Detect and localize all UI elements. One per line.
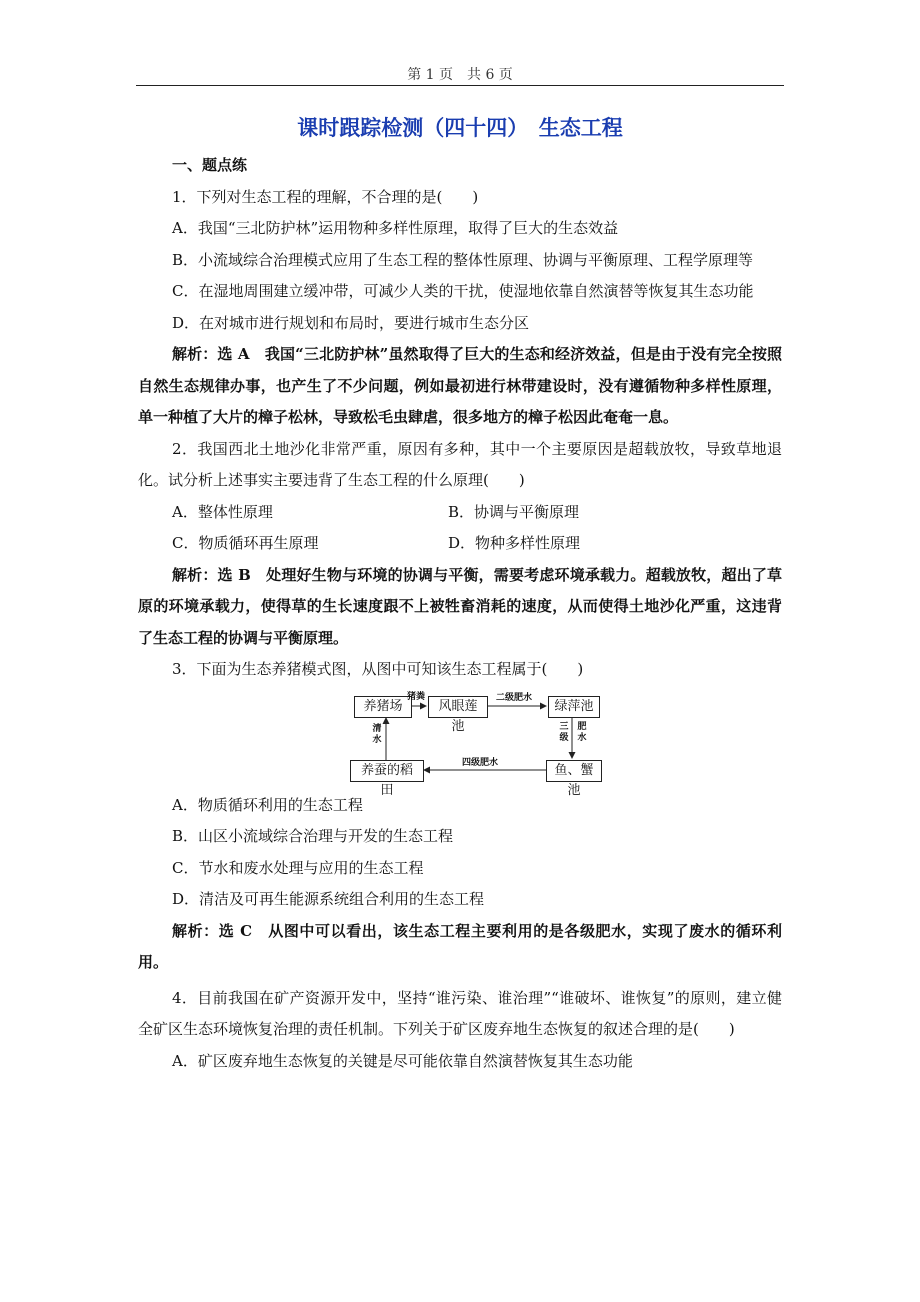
q3-analysis-label: 解析：选 C [172,921,253,940]
label-tertiary: 三级 [559,721,569,743]
q1-stem: 1．下列对生态工程的理解，不合理的是( ) [172,187,479,206]
q4-stem: 4．目前我国在矿产资源开发中，坚持“谁污染、谁治理”“谁破坏、谁恢复”的原则，建立健全矿区生态环境恢复治理的责任机制。下列关于矿区废弃地生态恢复的叙述合理的是( ) [138,988,782,1038]
q2-analysis-text: 处理好生物与环境的协调与平衡，需要考虑环境承载力。超载放牧，超出了草原的环境承载力，使得草的生长速度跟不上被牲畜消耗的速度，从而使得土地沙化严重，这违背了生态工程的协调与平衡原理。 [138,565,782,647]
q2-stem: 2．我国西北土地沙化非常严重，原因有多种，其中一个主要原因是超载放牧，导致草地退化。试分析上述事实主要违背了生态工程的什么原理( ) [138,439,782,489]
q2-option-c: C．物质循环再生原理 [172,534,319,552]
q1-option-d: D．在对城市进行规划和布局时，要进行城市生态分区 [172,313,530,332]
q3-analysis-text: 从图中可以看出，该生态工程主要利用的是各级肥水，实现了废水的循环利用。 [138,921,782,971]
q2-analysis-label: 解析：选 B [172,565,251,584]
q2-options-row-1 [172,497,782,529]
label-pig-manure: 猪粪 [407,691,426,702]
q1-option-c: C．在湿地周围建立缓冲带，可减少人类的干扰，使湿地依靠自然演替等恢复其生态功能 [172,282,754,300]
q3-option-b: B．山区小流域综合治理与开发的生态工程 [172,827,454,845]
q2-option-a: A．整体性原理 [172,502,273,521]
q2-option-b: B．协调与平衡原理 [448,502,580,521]
q3-option-a: A．物质循环利用的生态工程 [172,795,363,814]
q1-option-a: A．我国“三北防护林”运用物种多样性原理，取得了巨大的生态效益 [172,219,619,237]
q3-option-d: D．清洁及可再生能源系统组合利用的生态工程 [172,890,485,908]
q3-analysis [138,916,782,979]
q3-option-c: C．节水和废水处理与应用的生态工程 [172,858,424,877]
box-pig-farm: 养猪场 [354,696,412,718]
page-title: 课时跟踪检测（四十四） 生态工程 [297,116,623,140]
q2-option-d: D．物种多样性原理 [448,534,581,552]
section-heading: 一、题点练 [172,156,248,174]
label-quaternary-fertilizer-water: 四级肥水 [462,757,499,768]
label-fertilizer-water: 肥水 [577,721,587,743]
box-azolla-pond: 绿萍池 [548,696,600,718]
box-fish-crab-pond: 鱼、蟹池 [546,760,602,782]
q3-stem: 3．下面为生态养猪模式图，从图中可知该生态工程属于( ) [172,660,584,678]
q1-analysis-label: 解析：选 A [172,345,250,363]
header-divider [136,85,784,86]
q1-analysis [138,339,782,434]
page-header: 第 1 页 共 6 页 [407,67,513,83]
q1-option-b: B．小流域综合治理模式应用了生态工程的整体性原理、协调与平衡原理、工程学原理等 [172,250,754,269]
label-secondary-fertilizer-water: 二级肥水 [496,692,533,703]
pig-farming-diagram [350,691,640,798]
q2-analysis [138,560,782,655]
q4-option-a: A．矿区废弃地生态恢复的关键是尽可能依靠自然演替恢复其生态功能 [172,1051,633,1070]
document-body [138,150,782,1077]
box-sericulture-paddy: 养蚕的稻田 [350,760,424,782]
q2-options-row-2 [172,528,782,560]
box-water-hyacinth-pond: 风眼莲池 [428,696,488,718]
q1-analysis-text: 我国“三北防护林”虽然取得了巨大的生态和经济效益，但是由于没有完全按照自然生态规律办事，也产生了不少问题，例如最初进行林带建设时，没有遵循物种多样性原理，单一种植了大片的樟子松林，导致松毛虫肆虐，很多地方的樟子松因此奄奄一息。 [138,345,782,426]
label-clean-water: 清水 [372,723,382,745]
